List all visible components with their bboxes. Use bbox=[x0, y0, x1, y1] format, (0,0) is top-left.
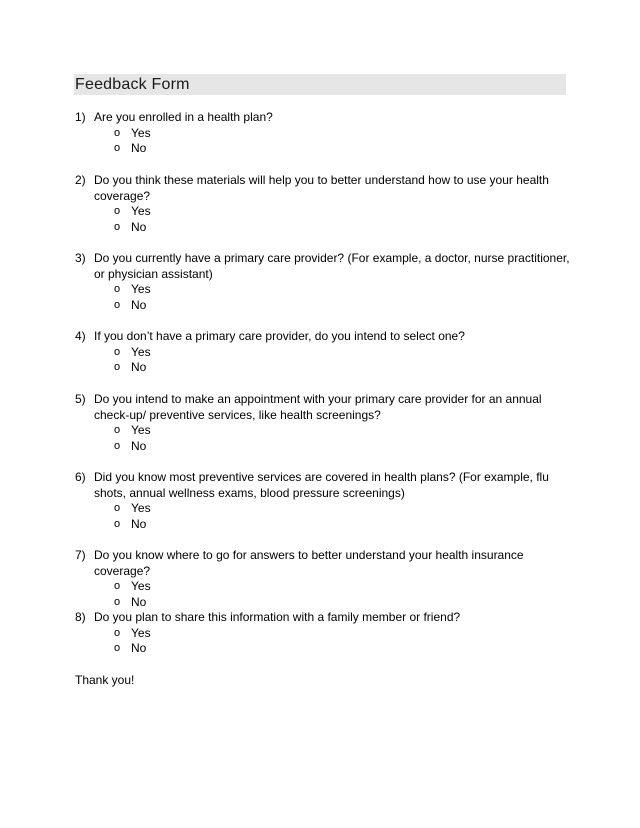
bullet-circle-icon: o bbox=[114, 502, 121, 515]
option-no[interactable] bbox=[75, 517, 570, 533]
bullet-circle-icon: o bbox=[114, 595, 121, 608]
question-text: Are you enrolled in a health plan? bbox=[94, 110, 273, 124]
option-label: No bbox=[131, 141, 147, 156]
question-number: 5) bbox=[75, 392, 86, 406]
option-no[interactable] bbox=[75, 220, 570, 236]
bullet-circle-icon: o bbox=[114, 439, 121, 452]
option-no[interactable] bbox=[75, 595, 570, 611]
option-label: Yes bbox=[131, 204, 151, 219]
question-text: If you don’t have a primary care provider, do you intend to select one? bbox=[94, 329, 465, 343]
question-text: Do you plan to share this information with a family member or friend? bbox=[94, 610, 461, 624]
bullet-circle-icon: o bbox=[114, 205, 121, 218]
option-yes[interactable] bbox=[75, 282, 570, 298]
question-text-row bbox=[75, 329, 570, 345]
option-label: No bbox=[131, 219, 147, 234]
question-text-row bbox=[75, 610, 570, 626]
option-yes[interactable] bbox=[75, 126, 570, 142]
option-label: No bbox=[131, 438, 147, 453]
question-text-row bbox=[75, 173, 570, 204]
option-list bbox=[75, 126, 570, 157]
option-yes[interactable] bbox=[75, 626, 570, 642]
option-yes[interactable] bbox=[75, 345, 570, 361]
option-list bbox=[75, 423, 570, 454]
option-label: Yes bbox=[131, 344, 151, 359]
question-text-row bbox=[75, 470, 570, 501]
question-text: Do you think these materials will help you to better understand how to use your health coverage? bbox=[94, 173, 549, 203]
option-label: Yes bbox=[131, 579, 151, 594]
option-list bbox=[75, 626, 570, 657]
option-no[interactable] bbox=[75, 641, 570, 657]
bullet-circle-icon: o bbox=[114, 220, 121, 233]
question-number: 7) bbox=[75, 548, 86, 562]
question-3 bbox=[75, 251, 570, 313]
question-text: Did you know most preventive services are covered in health plans? (For example, flu shots, annual wellness exams, blood pressure screenings) bbox=[94, 470, 549, 500]
option-no[interactable] bbox=[75, 141, 570, 157]
bullet-circle-icon: o bbox=[114, 642, 121, 655]
option-list bbox=[75, 282, 570, 313]
option-yes[interactable] bbox=[75, 423, 570, 439]
option-label: Yes bbox=[131, 625, 151, 640]
form-title-bar bbox=[74, 74, 566, 95]
option-list bbox=[75, 501, 570, 532]
option-label: Yes bbox=[131, 125, 151, 140]
bullet-circle-icon: o bbox=[114, 580, 121, 593]
option-yes[interactable] bbox=[75, 501, 570, 517]
option-list bbox=[75, 345, 570, 376]
form-title: Feedback Form bbox=[75, 76, 190, 93]
option-label: No bbox=[131, 641, 147, 656]
option-yes[interactable] bbox=[75, 204, 570, 220]
option-list bbox=[75, 579, 570, 610]
question-text: Do you intend to make an appointment with your primary care provider for an annual check-up/ preventive services, like health screenings? bbox=[94, 392, 542, 422]
question-2 bbox=[75, 173, 570, 235]
option-label: Yes bbox=[131, 423, 151, 438]
option-label: Yes bbox=[131, 501, 151, 516]
question-5 bbox=[75, 392, 570, 454]
question-number: 8) bbox=[75, 610, 86, 624]
question-6 bbox=[75, 470, 570, 532]
question-8 bbox=[75, 610, 570, 657]
option-no[interactable] bbox=[75, 298, 570, 314]
option-no[interactable] bbox=[75, 360, 570, 376]
question-4 bbox=[75, 329, 570, 376]
option-list bbox=[75, 204, 570, 235]
option-yes[interactable] bbox=[75, 579, 570, 595]
option-label: No bbox=[131, 360, 147, 375]
question-number: 6) bbox=[75, 470, 86, 484]
question-7 bbox=[75, 548, 570, 610]
bullet-circle-icon: o bbox=[114, 298, 121, 311]
bullet-circle-icon: o bbox=[114, 126, 121, 139]
question-text-row bbox=[75, 548, 570, 579]
question-number: 1) bbox=[75, 110, 86, 124]
option-label: Yes bbox=[131, 282, 151, 297]
question-text-row bbox=[75, 110, 570, 126]
bullet-circle-icon: o bbox=[114, 626, 121, 639]
option-label: No bbox=[131, 516, 147, 531]
bullet-circle-icon: o bbox=[114, 142, 121, 155]
question-text-row bbox=[75, 392, 570, 423]
bullet-circle-icon: o bbox=[114, 345, 121, 358]
bullet-circle-icon: o bbox=[114, 517, 121, 530]
option-no[interactable] bbox=[75, 439, 570, 455]
question-1 bbox=[75, 110, 570, 157]
option-label: No bbox=[131, 594, 147, 609]
question-number: 3) bbox=[75, 251, 86, 265]
thank-you-text: Thank you! bbox=[75, 673, 135, 687]
option-label: No bbox=[131, 297, 147, 312]
bullet-circle-icon: o bbox=[114, 361, 121, 374]
question-number: 2) bbox=[75, 173, 86, 187]
bullet-circle-icon: o bbox=[114, 424, 121, 437]
question-text: Do you currently have a primary care provider? (For example, a doctor, nurse practitioner, or physician assistant) bbox=[94, 251, 570, 281]
question-text: Do you know where to go for answers to better understand your health insurance coverage? bbox=[94, 548, 524, 578]
bullet-circle-icon: o bbox=[114, 283, 121, 296]
question-number: 4) bbox=[75, 329, 86, 343]
question-text-row bbox=[75, 251, 570, 282]
